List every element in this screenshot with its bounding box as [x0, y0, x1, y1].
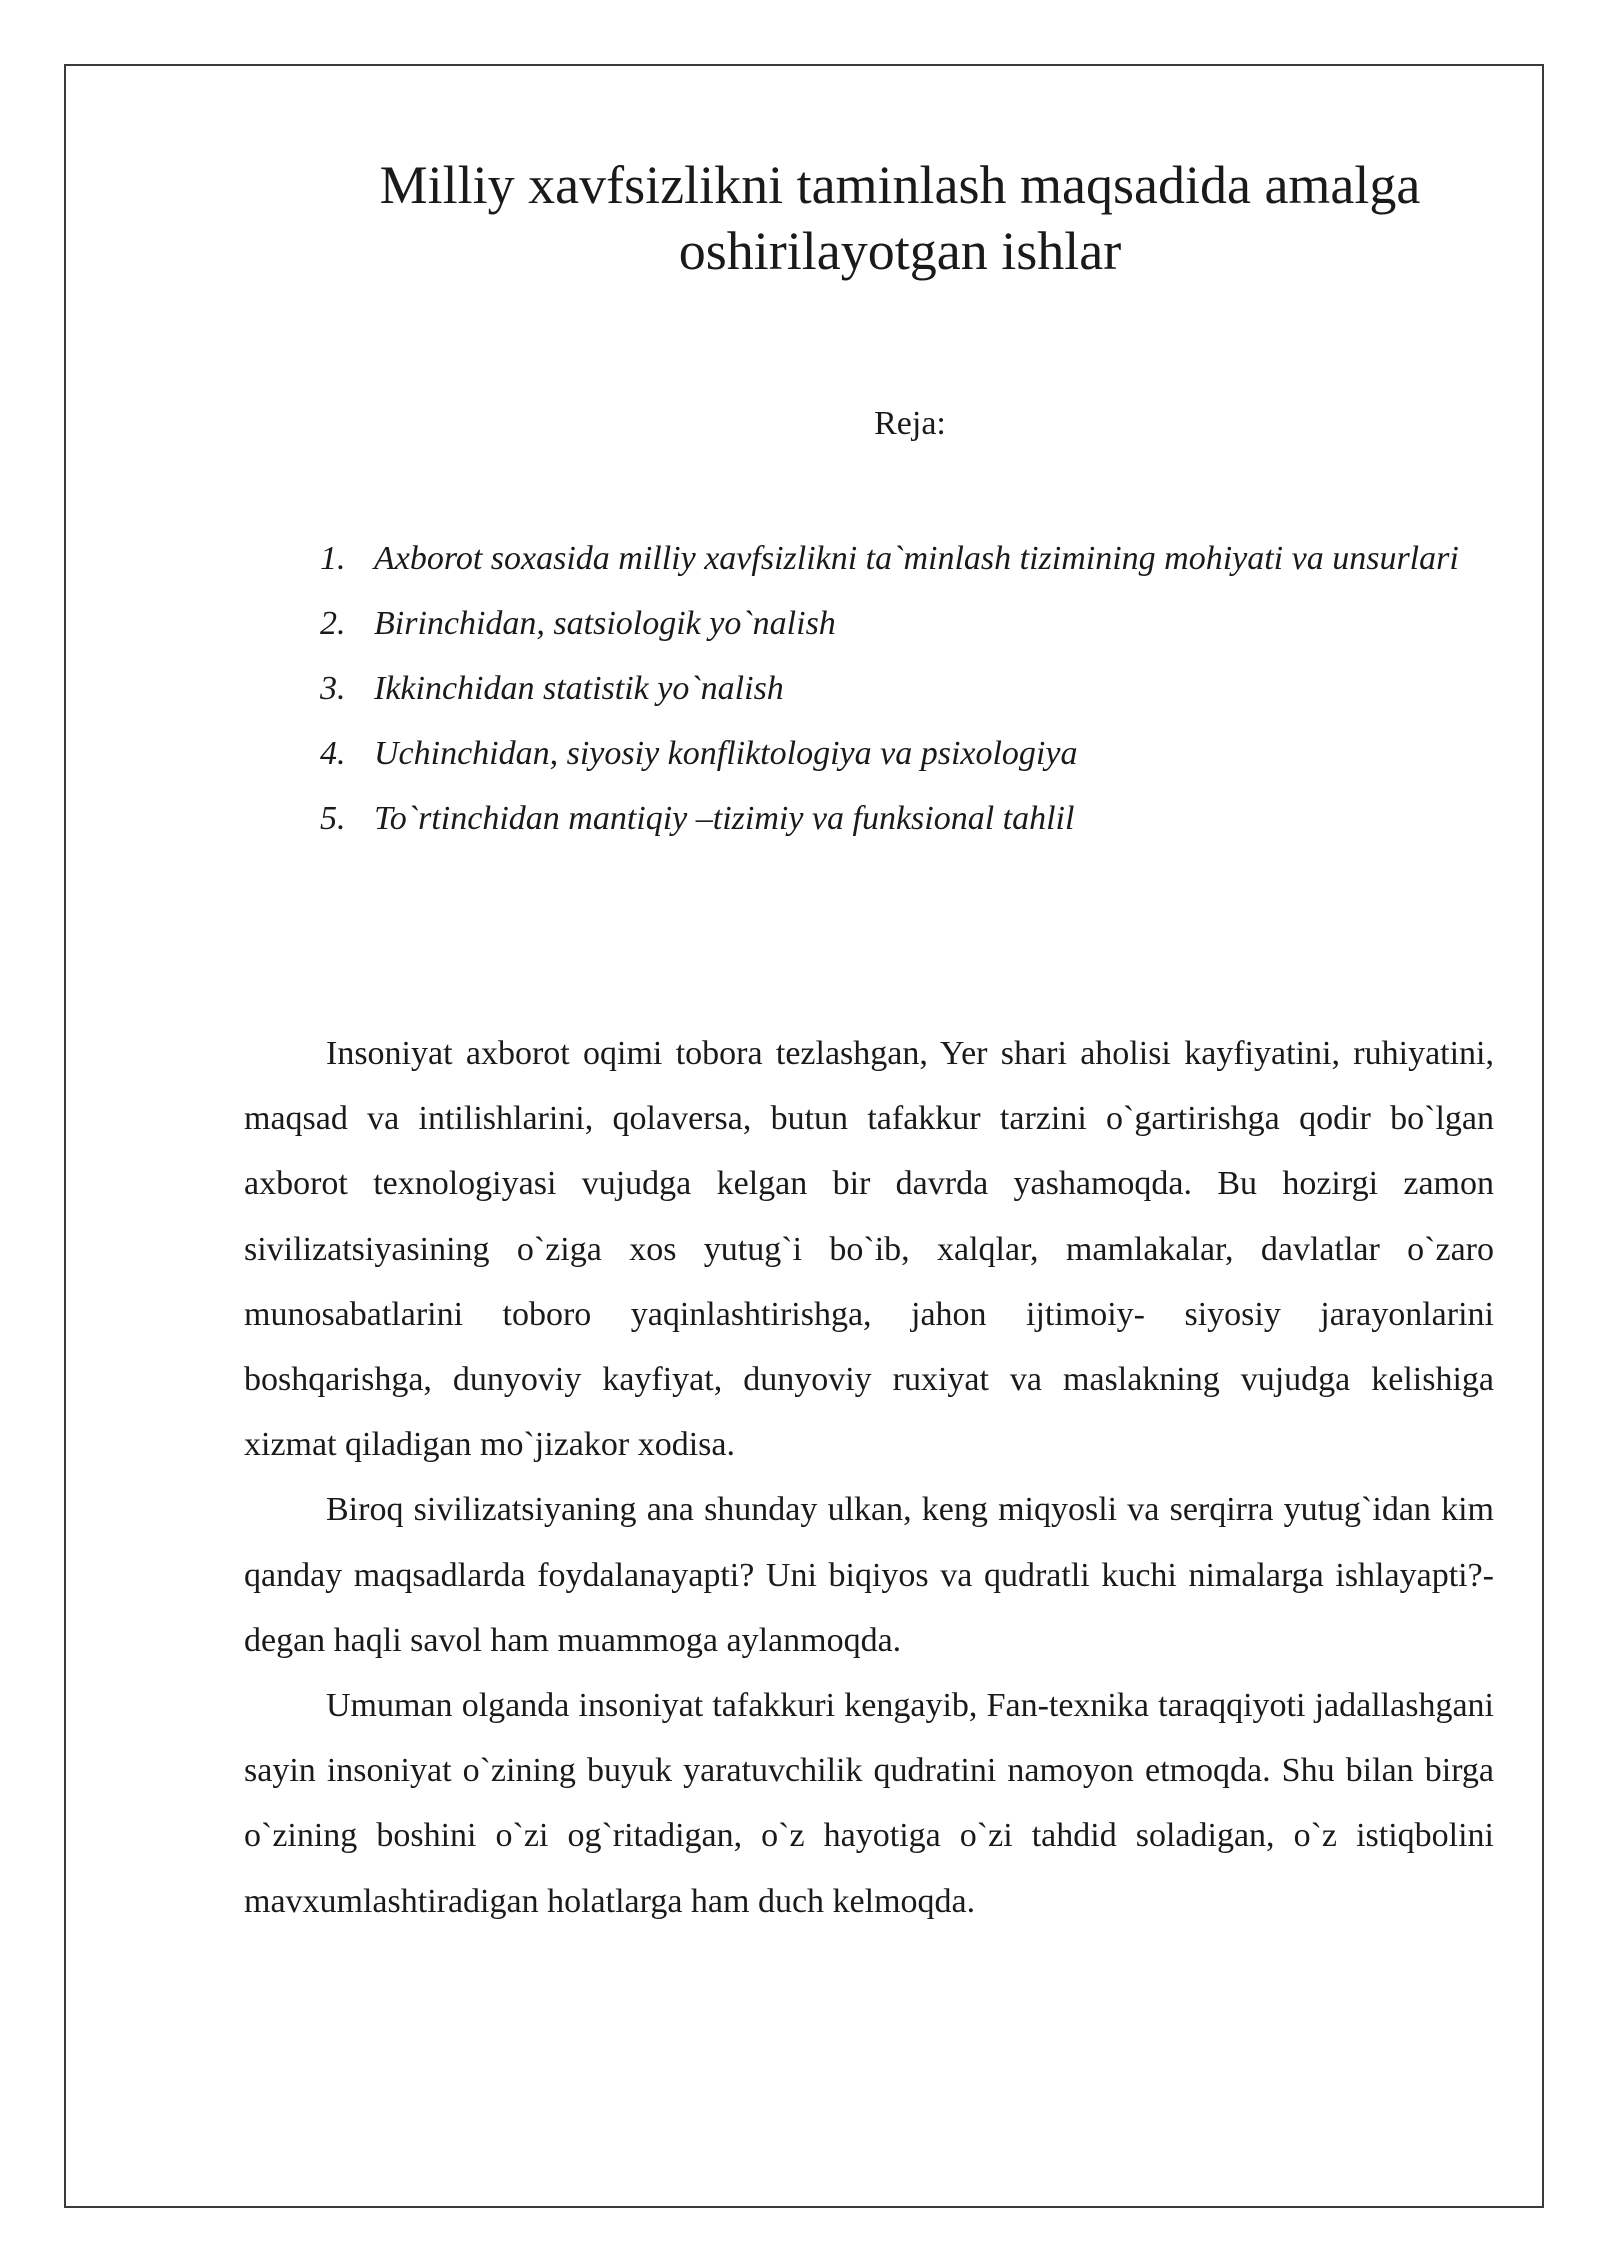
plan-heading: Reja:	[874, 405, 946, 442]
plan-item-number: 4.	[320, 735, 346, 772]
plan-item-text: Birinchidan, satsiologik yo`nalish	[374, 605, 836, 642]
body-paragraph: Umuman olganda insoniyat tafakkuri kengayib, Fan-texnika taraqqiyoti jadallashgani sayin insoniyat o`zining buyuk yaratuvchilik qudratini namoyon etmoqda. Shu bilan birga o`zining boshini o`zi og`ritadigan, o`z hayotiga o`zi tahdid soladigan, o`z istiqbolini mavxumlashtiradigan holatlarga ham duch kelmoqda.	[244, 1687, 1494, 1920]
plan-item-number: 5.	[320, 800, 346, 837]
plan-item	[320, 656, 1480, 721]
plan-item	[320, 786, 1480, 851]
plan-item	[320, 526, 1480, 591]
plan-item-number: 3.	[320, 670, 346, 707]
plan-list	[320, 526, 1480, 851]
plan-item	[320, 721, 1480, 786]
document-title: Milliy xavfsizlikni taminlash maqsadida amalga oshirilayotgan ishlar	[379, 155, 1421, 281]
body-paragraph: Biroq sivilizatsiyaning ana shunday ulkan, keng miqyosli va serqirra yutug`idan kim qanday maqsadlarda foydalanayapti? Uni biqiyos va qudratli kuchi nimalarga ishlayapti?- degan haqli savol ham muammoga aylanmoqda.	[244, 1491, 1494, 1659]
plan-item-text: Axborot soxasida milliy xavfsizlikni ta`minlash tizimining mohiyati va unsurlari	[374, 540, 1459, 577]
body-paragraph: Insoniyat axborot oqimi tobora tezlashgan, Yer shari aholisi kayfiyatini, ruhiyatini, maqsad va intilishlarini, qolaversa, butun tafakkur tarzini o`gartirishga qodir bo`lgan axborot texnologiyasi vujudga kelgan bir davrda yashamoqda. Bu hozirgi zamon sivilizatsiyasining o`ziga xos yutug`i bo`ib, xalqlar, mamlakalar, davlatlar o`zaro munosabatlarini toboro yaqinlashtirishga, jahon ijtimoiy- siyosiy jarayonlarini boshqarishga, dunyoviy kayfiyat, dunyoviy ruxiyat va maslakning vujudga kelishiga xizmat qiladigan mo`jizakor xodisa.	[244, 1035, 1494, 1464]
plan-item-text: To`rtinchidan mantiqiy –tizimiy va funksional tahlil	[374, 800, 1075, 837]
plan-item-text: Uchinchidan, siyosiy konfliktologiya va psixologiya	[374, 735, 1078, 772]
plan-item-text: Ikkinchidan statistik yo`nalish	[374, 670, 784, 707]
plan-item	[320, 591, 1480, 656]
plan-item-number: 2.	[320, 605, 346, 642]
document-body	[244, 1021, 1494, 1934]
plan-item-number: 1.	[320, 540, 346, 577]
